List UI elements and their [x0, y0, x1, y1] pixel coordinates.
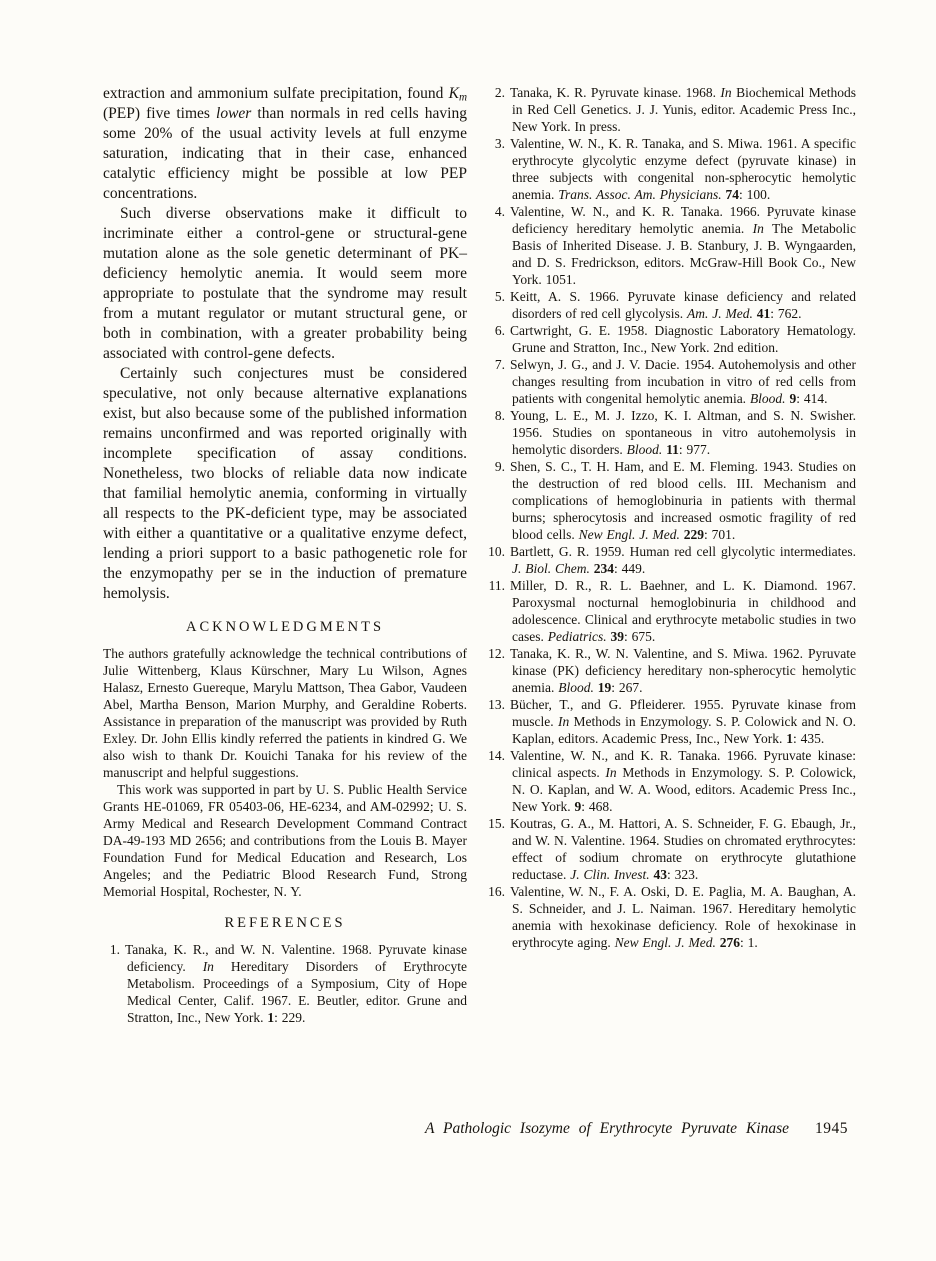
- reference-text: Valentine, W. N., K. R. Tanaka, and S. Miwa. 1961. A specific erythrocyte glycolytic enzyme defect (pyruvate kinase) in three subjects with congenital non-spherocytic hemolytic anemia. Trans. Assoc. Am. Physicians. 74: 100.: [510, 136, 856, 202]
- acknowledgments-body: [103, 645, 467, 900]
- reference-number: 3.: [494, 136, 505, 151]
- reference-text: Valentine, W. N., F. A. Oski, D. E. Paglia, M. A. Baughan, A. S. Schneider, and J. L. Naiman. 1967. Hereditary hemolytic anemia with hexokinase deficiency. Role of hexokinase in erythrocyte aging. New Engl. J. Med. 276: 1.: [510, 884, 856, 950]
- reference-text: Shen, S. C., T. H. Ham, and E. M. Fleming. 1943. Studies on the destruction of red blood cells. III. Mechanism and complications of hemoglobinuria in patients with thermal burns; spherocytosis and increased osmotic fragility of red blood cells. New Engl. J. Med. 229: 701.: [510, 459, 856, 542]
- page-footer: [103, 1120, 848, 1138]
- footer-running-title: A Pathologic Isozyme of Erythrocyte Pyruvate Kinase: [424, 1120, 789, 1137]
- reference-text: Tanaka, K. R., and W. N. Valentine. 1968. Pyruvate kinase deficiency. In Hereditary Disorders of Erythrocyte Metabolism. Proceedings of a Symposium, City of Hope Medical Center, Calif. 1967. E. Beutler, editor. Grune and Stratton, Inc., New York. 1: 229.: [125, 942, 467, 1025]
- reference-item: [488, 883, 856, 951]
- reference-item: [488, 747, 856, 815]
- reference-text: Bartlett, G. R. 1959. Human red cell glycolytic intermediates. J. Biol. Chem. 234: 449.: [510, 544, 856, 576]
- reference-number: 7.: [494, 357, 505, 372]
- reference-number: 14.: [488, 748, 505, 763]
- reference-number: 13.: [488, 697, 505, 712]
- reference-number: 1.: [109, 942, 120, 957]
- reference-item: [488, 696, 856, 747]
- reference-text: Miller, D. R., R. L. Baehner, and L. K. Diamond. 1967. Paroxysmal nocturnal hemoglobinuria in childhood and adolescence. Clinical and erythrocyte metabolic studies in two cases. Pediatrics. 39: 675.: [510, 578, 856, 644]
- reference-item: [488, 577, 856, 645]
- reference-text: Selwyn, J. G., and J. V. Dacie. 1954. Autohemolysis and other changes resulting from incubation in vitro of red cells from patients with congenital hemolytic anemia. Blood. 9: 414.: [510, 357, 856, 406]
- reference-item: [488, 407, 856, 458]
- acknowledgments-heading: ACKNOWLEDGMENTS: [185, 619, 385, 635]
- body-paragraph: Such diverse observations make it difficult to incriminate either a control-gene or structural-gene mutation alone as the sole genetic determinant of PK–deficiency hemolytic anemia. It would seem more appropriate to postulate that the syndrome may result from a mutant regulator or mutant structural gene, or both in combination, with a greater probability being associated with control-gene defects.: [103, 205, 467, 362]
- reference-text: Valentine, W. N., and K. R. Tanaka. 1966. Pyruvate kinase: clinical aspects. In Methods in Enzymology. S. P. Colowick, N. O. Kaplan, and W. A. Wood, editors. Academic Press Inc., New York. 9: 468.: [510, 748, 856, 814]
- reference-item: [488, 203, 856, 288]
- reference-number: 15.: [488, 816, 505, 831]
- reference-text: Keitt, A. S. 1966. Pyruvate kinase deficiency and related disorders of red cell glycolysis. Am. J. Med. 41: 762.: [510, 289, 856, 321]
- reference-text: Cartwright, G. E. 1958. Diagnostic Laboratory Hematology. Grune and Stratton, Inc., New York. 2nd edition.: [510, 323, 856, 355]
- reference-list-left: [103, 941, 467, 1026]
- reference-number: 6.: [494, 323, 505, 338]
- reference-text: Tanaka, K. R., W. N. Valentine, and S. Miwa. 1962. Pyruvate kinase (PK) deficiency hereditary non-spherocytic hemolytic anemia. Blood. 19: 267.: [510, 646, 856, 695]
- reference-item: [488, 84, 856, 135]
- reference-item: [488, 135, 856, 203]
- reference-number: 12.: [488, 646, 505, 661]
- reference-number: 9.: [494, 459, 505, 474]
- footer-page-number: 1945: [815, 1120, 848, 1137]
- right-column: [488, 84, 856, 1026]
- reference-number: 5.: [494, 289, 505, 304]
- reference-item: [488, 356, 856, 407]
- reference-list-right: [488, 84, 856, 951]
- reference-item: [488, 543, 856, 577]
- acknowledgments-paragraph: The authors gratefully acknowledge the technical contributions of Julie Wittenberg, Klaus Kürschner, Mary Lu Wilson, Agnes Halasz, Ernesto Guereque, Marylu Mattson, Thea Gabor, Vaudeen Abel, Martha Benson, Marion Murphy, and Geraldine Roberts. Assistance in preparation of the manuscript was provided by Ruth Exley. Dr. John Ellis kindly referred the patients in kindred G. We also wish to thank Dr. Kouichi Tanaka for his review of the manuscript and helpful suggestions.: [103, 646, 467, 780]
- reference-item: [488, 322, 856, 356]
- reference-text: Koutras, G. A., M. Hattori, A. S. Schneider, F. G. Ebaugh, Jr., and W. N. Valentine. 1964. Studies on chromated erythrocytes: effect of sodium chromate on erythrocyte glutathione reductase. J. Clin. Invest. 43: 323.: [510, 816, 856, 882]
- left-column: [103, 84, 467, 1026]
- reference-text: Valentine, W. N., and K. R. Tanaka. 1966. Pyruvate kinase deficiency hereditary hemolytic anemia. In The Metabolic Basis of Inherited Disease. J. B. Stanbury, J. B. Wyngaarden, and D. S. Fredrickson, editors. McGraw-Hill Book Co., New York. 1051.: [510, 204, 856, 287]
- reference-item: [488, 645, 856, 696]
- references-heading: REFERENCES: [224, 915, 346, 931]
- acknowledgments-paragraph: This work was supported in part by U. S. Public Health Service Grants HE-01069, FR 05403-06, HE-6234, and AM-02992; U. S. Army Medical and Research Development Command Contract DA-49-193 MD 2656; and contributions from the Louis B. Mayer Foundation Fund for Medical Education and Research, Los Angeles; and the Pediatric Blood Research Fund, Strong Memorial Hospital, Rochester, N. Y.: [103, 782, 467, 899]
- reference-text: Young, L. E., M. J. Izzo, K. I. Altman, and S. N. Swisher. 1956. Studies on spontaneous in vitro autohemolysis in hemolytic disorders. Blood. 11: 977.: [510, 408, 856, 457]
- reference-number: 4.: [494, 204, 505, 219]
- reference-number: 2.: [494, 85, 505, 100]
- reference-item: [488, 458, 856, 543]
- reference-item: [488, 815, 856, 883]
- body-paragraph: extraction and ammonium sulfate precipitation, found $K_m$ (PEP) five times lower than normals in red cells having some 20% of the usual activity levels at full enzyme saturation, indicating that in their case, enhanced catalytic efficiency might be possible at low PEP concentrations.: [103, 85, 467, 202]
- discussion-body: [103, 84, 467, 604]
- reference-number: 11.: [488, 578, 505, 593]
- body-paragraph: Certainly such conjectures must be considered speculative, not only because alternative explanations exist, but also because some of the published information remains unconfirmed and was reported originally with incomplete specification of assay conditions. Nonetheless, two blocks of reliable data now indicate that familial hemolytic anemia, conforming in virtually all respects to the PK-deficient type, may be associated with either a quantitative or a qualitative enzyme defect, lending a priori support to a basic pathogenetic role for the enzymopathy per se in the induction of premature hemolysis.: [103, 365, 467, 602]
- reference-item: [103, 941, 467, 1026]
- reference-text: Bücher, T., and G. Pfleiderer. 1955. Pyruvate kinase from muscle. In Methods in Enzymology. S. P. Colowick and N. O. Kaplan, editors. Academic Press, Inc., New York. 1: 435.: [510, 697, 856, 746]
- two-column-layout: [103, 84, 856, 1026]
- reference-item: [488, 288, 856, 322]
- reference-text: Tanaka, K. R. Pyruvate kinase. 1968. In Biochemical Methods in Red Cell Genetics. J. J. Yunis, editor. Academic Press Inc., New York. In press.: [510, 85, 856, 134]
- reference-number: 8.: [494, 408, 505, 423]
- reference-number: 10.: [488, 544, 505, 559]
- reference-number: 16.: [488, 884, 505, 899]
